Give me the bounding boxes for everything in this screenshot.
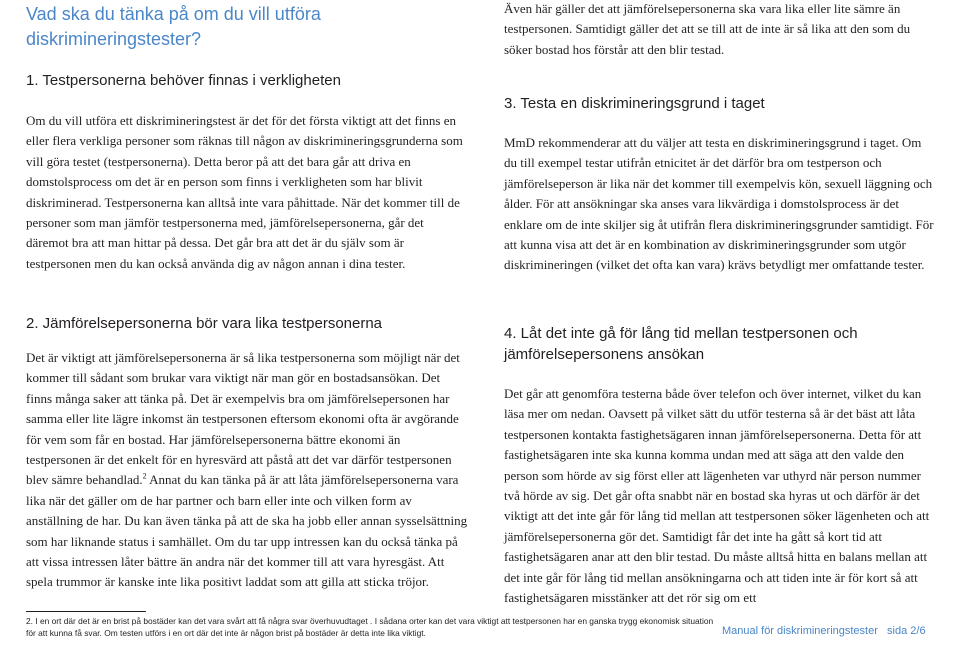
page-title: Vad ska du tänka på om du vill utföra diskrimineringstester? — [26, 4, 321, 49]
section-3-text: MmD rekommenderar att du väljer att testa en diskrimineringsgrund i taget. Om du till exempel testar utifrån etnicitet är det därför bra om testperson och jämförelseperson är lika när det kommer till exempelvis kön, sexuell läggning och ålder. För att ansökningar ska anses vara likvärdiga i domstolsprocess är det enklare om de inte skiljer sig åt utifrån flera diskrimineringsgrunder samtidigt. För att kunna visa att det är en kombination av diskrimineringsgrunder som utgör diskrimineringen (vilket det ofta kan vara) krävs betydligt mer omfattande tester. — [504, 135, 934, 273]
section-1-heading: 1. Testpersonerna behöver finnas i verkligheten — [26, 72, 341, 89]
section-3-heading: 3. Testa en diskrimineringsgrund i taget — [504, 95, 765, 112]
footnote-ref: 2 — [142, 472, 147, 482]
section-2-text-part-b: Annat du kan tänka på är att låta jämförelsepersonerna vara lika när det gäller om de har partner och barn eller inte och vilken form av anställning de har. Du kan även tänka på att de ska ha jobb eller annan sysselsättning som har liknande status i samhället. Om du tar upp intressen kan du också tänka på att vissa intressen låter bättre än andra när det kommer till att vara hyresgäst. Att spela trummor är kanske inte lika positivt laddat som att gilla att sticka tröjor. — [26, 472, 468, 590]
section-2-text — [26, 348, 468, 593]
section-4-text: Det går att genomföra testerna både över telefon och över internet, vilket du kan läsa mer om nedan. Oavsett på vilket sätt du utför testerna så är det bäst att låta testpersonen kontakta fastighetsägaren innan jämförelsepersonerna. Detta för att fastighetsägaren inte ska kunna komma undan med att säga att den valde den person som hörde av sig först eller att lägenheten var uthyrd när person nummer två hörde av sig. Det går ofta snabbt när en bostad ska hyras ut och därför är det viktigt att det inte går för lång tid mellan att testpersonen söker lägenheten och att jämförelsepersonerna gör det. Samtidigt får det inte ha gått så kort tid att fastighetsägaren anar att den blir testad. Du måste alltså hitta en balans mellan att det inte går för lång tid mellan ansökningarna och att tiden inte är för kort så att fastighetsägaren misstänker att det rör sig om ett — [504, 386, 930, 606]
section-1-text: Om du vill utföra ett diskrimineringstest är det för det första viktigt att det finns en eller flera verkliga personer som räknas till någon av diskrimineringsgrunderna som vill göra testet (testpersonerna). Detta beror på att det bara går att driva en domstolsprocess om det är en person som finns i verkligheten som har blivit diskriminerad. Testpersonerna kan alltså inte vara påhittade. När det kommer till de personer som man jämför testpersonerna med, jämförelsepersonerna, går det däremot bra att man hittar på dessa. Det går bra att det är du själv som är testpersonen men du kan också använda dig av någon annan i dina tester. — [26, 113, 463, 271]
right-intro-text: Även här gäller det att jämförelsepersonerna ska vara lika eller lite sämre än testpersonen. Samtidigt gäller det att se till att de inte är så lika att den som du söker bostad hos förstår att den blir testad. — [504, 1, 911, 57]
section-2-heading: 2. Jämförelsepersonerna bör vara lika testpersonerna — [26, 315, 383, 332]
footnote-divider — [26, 611, 146, 612]
footnote: 2. I en ort där det är en brist på bostäder kan det vara svårt att få några svar överhuvudtaget . I sådana orter kan det vara viktigt att testpersonen har en ganska trygg ekonomisk situation för att kunna få svar. Om testen utförs i en ort där det inte är någon brist på bostäder är detta inte lika viktigt. — [26, 616, 714, 638]
section-2-text-part-a: Det är viktigt att jämförelsepersonerna är så lika testpersonerna som möjligt när det kommer till sådant som brukar vara viktigt när man gör en bostadsansökan. Det finns många saker att tänka på. Det är exempelvis bra om jämförelsepersonen har samma eller lite lägre inkomst än testpersonen eftersom ekonomi ofta är avgörande för vem som får en bostad. Har jämförelsepersonerna bättre ekonomi än testpersonen är det enkelt för en hyresvärd att påstå att det var därför testpersonen blev sämre behandlad. — [26, 350, 460, 488]
section-4-heading: 4. Låt det inte gå för lång tid mellan testpersonen och jämförelsepersonens ansökan — [504, 325, 858, 363]
page-footer: Manual för diskrimineringstester sida 2/6 — [722, 625, 926, 637]
